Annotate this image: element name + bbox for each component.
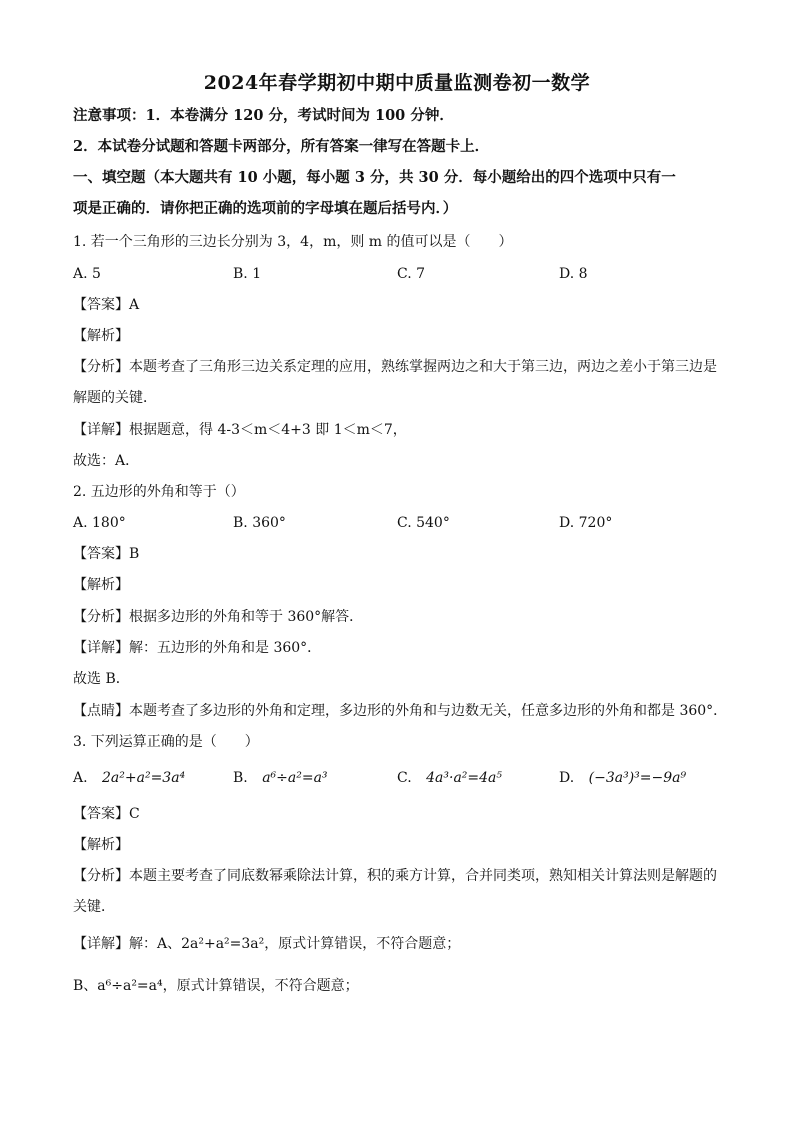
q2-answer: 【答案】B: [73, 546, 140, 562]
q3-option-c-letter: C.: [397, 770, 412, 786]
q2-xiangjie: 【详解】解：五边形的外角和是 360°．: [73, 640, 322, 656]
q1-stem: 1. 若一个三角形的三边长分别为 3，4，m，则 m 的值可以是（ ）: [73, 234, 513, 250]
q1-option-b: B. 1: [233, 266, 262, 282]
q2-stem: 2. 五边形的外角和等于（）: [73, 484, 245, 500]
q1-option-c: C. 7: [397, 266, 426, 282]
notes-line-1: 注意事项：1．本卷满分 120 分，考试时间为 100 分钟．: [73, 107, 454, 124]
section-1-heading-line-1: 一、填空题（本大题共有 10 小题，每小题 3 分，共 30 分．每小题给出的四个选项中只有一: [73, 169, 676, 186]
q2-jiexi: 【解析】: [73, 577, 129, 593]
q1-jiexi: 【解析】: [73, 328, 129, 344]
q3-option-b: [233, 768, 328, 788]
q3-stem: 3. 下列运算正确的是（ ）: [73, 734, 259, 750]
q3-option-c: [397, 768, 502, 788]
q1-fenxi-line-1: 【分析】本题考查了三角形三边关系定理的应用，熟练掌握两边之和大于第三边，两边之差小于第三边是: [73, 359, 717, 375]
q3-jiexi: 【解析】: [73, 837, 129, 853]
q1-fenxi-line-2: 解题的关键．: [73, 390, 157, 406]
q3-option-b-letter: B.: [233, 770, 248, 786]
q2-option-b: B. 360°: [233, 515, 286, 531]
q2-guxuan: 故选 B．: [73, 671, 130, 687]
q2-fenxi: 【分析】根据多边形的外角和等于 360°解答．: [73, 609, 364, 625]
q3-xiangjie-line-2: B、a⁶÷a²=a⁴，原式计算错误，不符合题意；: [73, 978, 359, 994]
q2-option-d: D. 720°: [559, 515, 613, 531]
q3-option-a: [73, 768, 185, 788]
q3-option-d-math: (−3a³)³=−9a⁹: [588, 770, 687, 786]
q3-answer: 【答案】C: [73, 806, 140, 822]
q2-dianjing: 【点睛】本题考查了多边形的外角和定理，多边形的外角和与边数无关，任意多边形的外角和都是 360°．: [73, 703, 728, 719]
q3-option-b-math: a⁶÷a²=a³: [262, 770, 328, 786]
page-title: 2024年春学期初中期中质量监测卷初一数学: [203, 72, 591, 94]
q3-option-c-math: 4a³·a²=4a⁵: [426, 770, 502, 786]
q3-option-d: [559, 768, 686, 788]
q1-option-d: D. 8: [559, 266, 588, 282]
notes-line-2: 2．本试卷分试题和答题卡两部分，所有答案一律写在答题卡上．: [73, 138, 490, 155]
q2-option-a: A. 180°: [73, 515, 126, 531]
q1-answer: 【答案】A: [73, 297, 140, 313]
q1-option-a: A. 5: [73, 266, 101, 282]
q3-option-a-letter: A.: [73, 770, 88, 786]
section-1-heading-line-2: 项是正确的．请你把正确的选项前的字母填在题后括号内．）: [73, 200, 458, 217]
q2-option-c: C. 540°: [397, 515, 450, 531]
q3-fenxi-line-2: 关键．: [73, 899, 115, 915]
q1-xiangjie: 【详解】根据题意，得 4-3＜m＜4+3 即 1＜m＜7，: [73, 422, 407, 438]
q1-guxuan: 故选：A．: [73, 453, 140, 469]
q3-xiangjie-line-1: 【详解】解：A、2a²+a²=3a²，原式计算错误，不符合题意；: [73, 936, 461, 952]
q3-option-a-math: 2a²+a²=3a⁴: [102, 770, 186, 786]
q3-fenxi-line-1: 【分析】本题主要考查了同底数幂乘除法计算，积的乘方计算，合并同类项，熟知相关计算法则是解题的: [73, 868, 717, 884]
q3-option-d-letter: D.: [559, 770, 575, 786]
